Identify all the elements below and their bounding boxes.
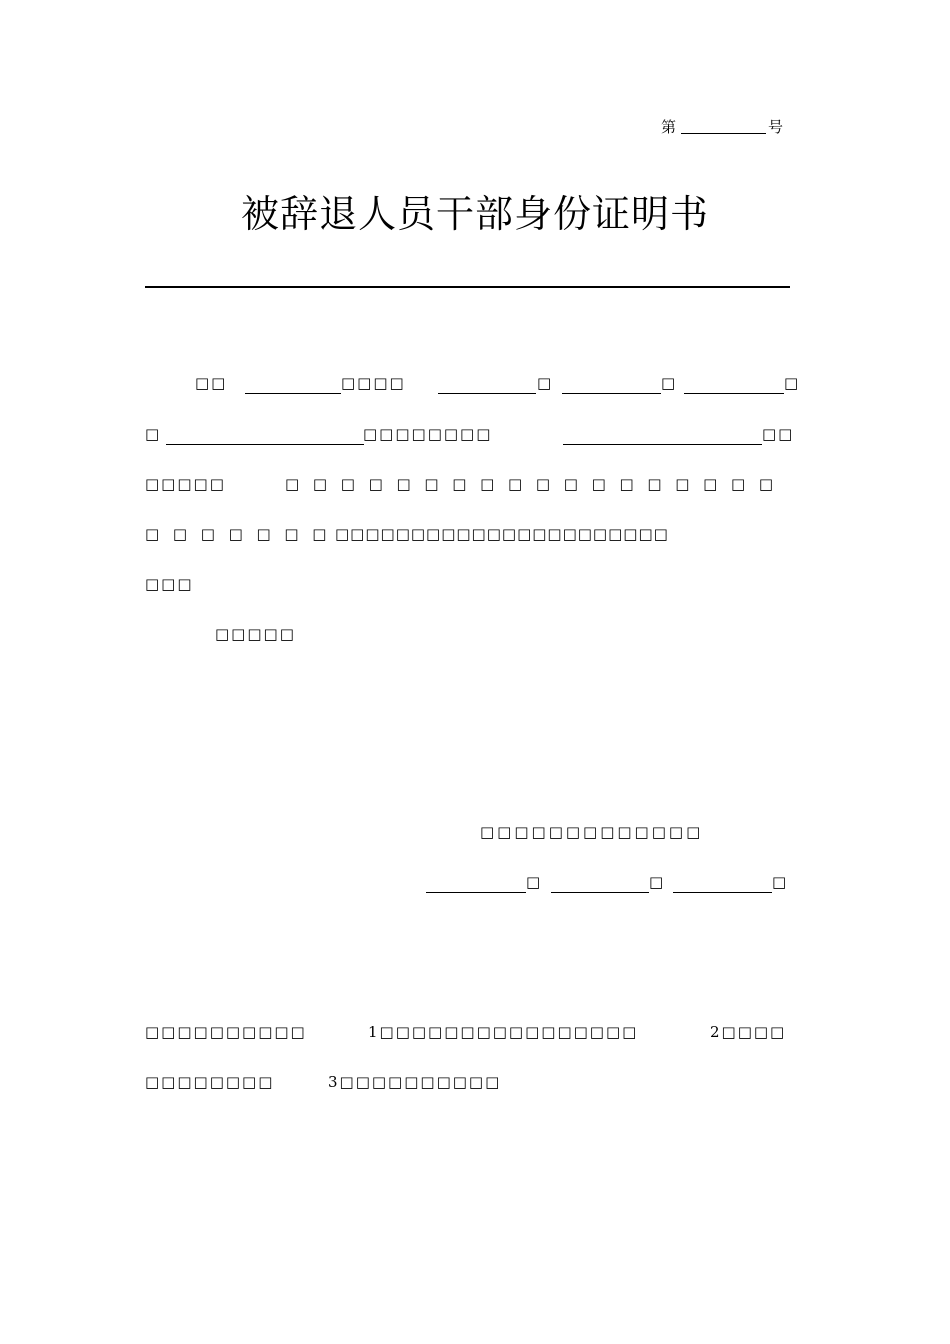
body-text: □□ — [195, 374, 228, 392]
body-text: □□□□□ — [215, 625, 296, 643]
number-suffix: 号 — [768, 118, 784, 136]
body-text: □ — [661, 374, 678, 392]
sign-month-blank — [551, 892, 649, 893]
body-text: □□□□□□□□□□□□□□□□□□□□□□ — [335, 525, 669, 543]
note-item-1: 1□□□□□□□□□□□□□□□□ — [368, 1023, 639, 1041]
body-text: □□□ — [145, 575, 194, 593]
unit-blank — [166, 444, 364, 445]
body-text: □ — [784, 374, 801, 392]
document-title: 被辞退人员干部身份证明书 — [240, 192, 709, 236]
body-text: □□ — [762, 425, 795, 443]
name-blank — [245, 393, 341, 394]
body-text: □□□□ — [341, 374, 406, 392]
sign-day-blank — [673, 892, 772, 893]
body-text: □□□□□□□□□□□□□□□□□□ — [285, 475, 787, 493]
number-prefix: 第 — [661, 118, 677, 136]
month-blank — [562, 393, 661, 394]
body-text: □□□□□□□□ — [363, 425, 493, 443]
body-text: □ — [537, 374, 554, 392]
sign-year-blank — [426, 892, 526, 893]
title-rule — [145, 286, 790, 288]
body-text: □□□□□□□ — [145, 525, 341, 543]
sign-year-unit: □ — [526, 873, 543, 891]
year-blank — [438, 393, 536, 394]
note-item-2: 2□□□□ — [710, 1023, 787, 1041]
number-blank-line — [681, 133, 766, 134]
day-blank — [684, 393, 784, 394]
note-item-3: 3□□□□□□□□□□ — [328, 1073, 502, 1091]
body-text: □□□□□ — [145, 475, 226, 493]
notes-label: □□□□□□□□□□ — [145, 1023, 307, 1041]
issuing-org-label: □□□□□□□□□□□□□ — [480, 823, 704, 841]
sign-day-unit: □ — [772, 873, 789, 891]
sign-month-unit: □ — [649, 873, 666, 891]
note-continuation: □□□□□□□□ — [145, 1073, 275, 1091]
body-text: □ — [145, 425, 162, 443]
reason-blank — [563, 444, 762, 445]
